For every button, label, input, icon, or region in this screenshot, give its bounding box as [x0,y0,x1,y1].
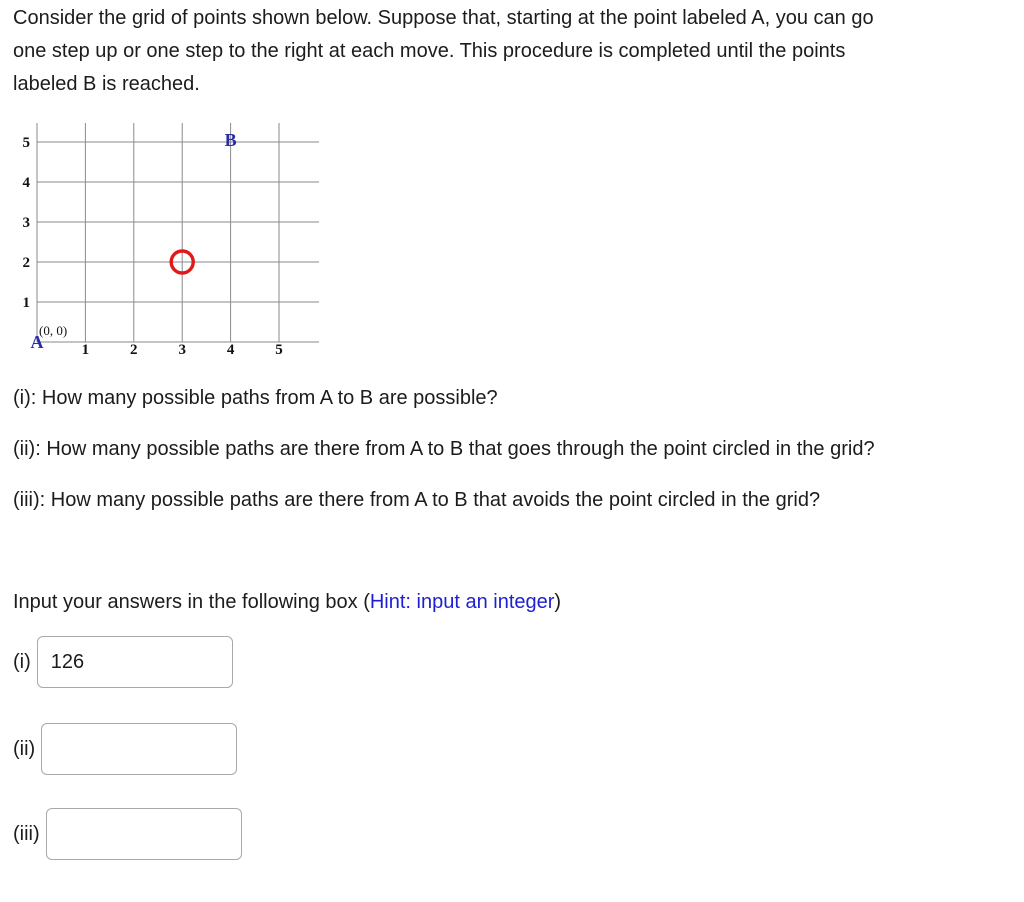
problem-statement [13,2,874,101]
point-label-a: A [30,332,44,352]
y-tick-label: 2 [22,255,30,271]
answer-row-i [13,636,233,688]
x-tick-label: 1 [81,342,90,358]
answer-instructions [13,590,561,614]
statement-line-3: labeled B is reached. [13,73,200,95]
statement-line-1: Consider the grid of points shown below. Suppose that, starting at the point labeled A, you can go [13,7,874,29]
prompt-text-close: ) [554,591,562,613]
x-tick-label: 4 [226,342,235,358]
question-ii: (ii): How many possible paths are there from A to B that goes through the point circled in the grid? [13,438,875,460]
answer-input-i[interactable] [37,636,233,688]
answer-label-ii: (ii) [13,737,36,760]
origin-label: (0, 0) [39,323,68,338]
answer-input-iii[interactable] [46,808,242,860]
answer-label-iii: (iii) [13,822,40,845]
x-tick-label: 3 [178,342,186,358]
statement-line-2: one step up or one step to the right at each move. This procedure is completed until the points [13,40,846,62]
y-tick-label: 5 [22,135,30,151]
answer-label-i: (i) [13,650,31,673]
answer-row-iii [13,808,242,860]
y-tick-label: 4 [22,175,30,191]
hint-text: Hint: input an integer [369,591,555,613]
x-tick-label: 2 [130,342,138,358]
question-iii: (iii): How many possible paths are there from A to B that avoids the point circled in the grid? [13,489,821,511]
grid-figure [0,110,360,360]
prompt-text: Input your answers in the following box ( [13,591,370,613]
question-i: (i): How many possible paths from A to B are possible? [13,387,498,409]
y-tick-label: 3 [22,215,30,231]
x-tick-label: 5 [275,342,283,358]
answer-input-ii[interactable] [41,723,237,775]
answer-row-ii [13,723,237,775]
y-tick-label: 1 [22,295,30,311]
point-label-b: B [224,130,237,150]
